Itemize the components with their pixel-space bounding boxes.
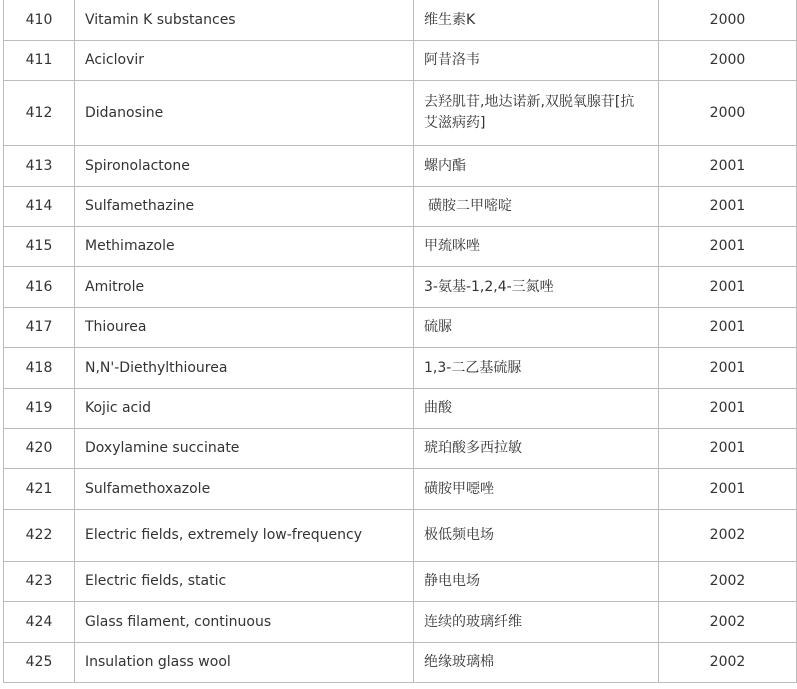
table-row — [4, 81, 797, 146]
year: 2001 — [659, 308, 797, 348]
table-row — [4, 348, 797, 389]
row-number: 423 — [4, 562, 75, 602]
chinese-name: 连续的玻璃纤维 — [414, 602, 659, 643]
year: 2001 — [659, 389, 797, 429]
table-row — [4, 429, 797, 469]
row-number: 417 — [4, 308, 75, 348]
chinese-name: 螺内酯 — [414, 146, 659, 187]
table-row — [4, 267, 797, 308]
year: 2001 — [659, 469, 797, 510]
row-number: 420 — [4, 429, 75, 469]
english-name: Spironolactone — [75, 146, 414, 187]
table-row — [4, 187, 797, 227]
chinese-name: 磺胺甲噁唑 — [414, 469, 659, 510]
year: 2001 — [659, 267, 797, 308]
year: 2002 — [659, 562, 797, 602]
row-number: 416 — [4, 267, 75, 308]
year: 2001 — [659, 227, 797, 267]
row-number: 412 — [4, 81, 75, 146]
table-row — [4, 389, 797, 429]
year: 2001 — [659, 187, 797, 227]
table-row — [4, 562, 797, 602]
english-name: Aciclovir — [75, 41, 414, 81]
english-name: Electric fields, extremely low-frequency — [75, 510, 414, 562]
chinese-name: 曲酸 — [414, 389, 659, 429]
row-number: 425 — [4, 643, 75, 683]
english-name: Sulfamethoxazole — [75, 469, 414, 510]
english-name: Electric fields, static — [75, 562, 414, 602]
row-number: 415 — [4, 227, 75, 267]
year: 2000 — [659, 0, 797, 41]
english-name: Methimazole — [75, 227, 414, 267]
chinese-name: 阿昔洛韦 — [414, 41, 659, 81]
row-number: 418 — [4, 348, 75, 389]
english-name: Amitrole — [75, 267, 414, 308]
chinese-name: 静电电场 — [414, 562, 659, 602]
table-row — [4, 308, 797, 348]
english-name: Doxylamine succinate — [75, 429, 414, 469]
year: 2001 — [659, 146, 797, 187]
year: 2000 — [659, 41, 797, 81]
table-row — [4, 41, 797, 81]
chinese-name-text: 磺胺二甲嘧啶 — [428, 198, 512, 214]
table-row — [4, 146, 797, 187]
chinese-name: 琥珀酸多西拉敏 — [414, 429, 659, 469]
chinese-name: 硫脲 — [414, 308, 659, 348]
english-name: N,N'-Diethylthiourea — [75, 348, 414, 389]
table-row — [4, 0, 797, 41]
chinese-name: 绝缘玻璃棉 — [414, 643, 659, 683]
row-number: 413 — [4, 146, 75, 187]
row-number: 419 — [4, 389, 75, 429]
year: 2002 — [659, 643, 797, 683]
english-name: Sulfamethazine — [75, 187, 414, 227]
row-number: 424 — [4, 602, 75, 643]
year: 2000 — [659, 81, 797, 146]
english-name: Insulation glass wool — [75, 643, 414, 683]
chinese-name: 极低频电场 — [414, 510, 659, 562]
chinese-name: 甲巯咪唑 — [414, 227, 659, 267]
row-number: 414 — [4, 187, 75, 227]
year: 2002 — [659, 510, 797, 562]
year: 2001 — [659, 348, 797, 389]
chinese-name: 去羟肌苷,地达诺新,双脱氧腺苷[抗艾滋病药] — [414, 81, 659, 146]
row-number: 410 — [4, 0, 75, 41]
table-row — [4, 469, 797, 510]
chinese-name — [414, 187, 659, 227]
chinese-name: 维生素K — [414, 0, 659, 41]
table-row — [4, 643, 797, 683]
row-number: 421 — [4, 469, 75, 510]
year: 2002 — [659, 602, 797, 643]
table-row — [4, 510, 797, 562]
english-name: Didanosine — [75, 81, 414, 146]
table-row — [4, 602, 797, 643]
row-number: 411 — [4, 41, 75, 81]
english-name: Glass filament, continuous — [75, 602, 414, 643]
row-number: 422 — [4, 510, 75, 562]
english-name: Thiourea — [75, 308, 414, 348]
table-row — [4, 227, 797, 267]
english-name: Vitamin K substances — [75, 0, 414, 41]
chinese-name: 1,3-二乙基硫脲 — [414, 348, 659, 389]
agent-list-table — [3, 0, 797, 683]
english-name: Kojic acid — [75, 389, 414, 429]
year: 2001 — [659, 429, 797, 469]
chinese-name: 3-氨基-1,2,4-三氮唑 — [414, 267, 659, 308]
